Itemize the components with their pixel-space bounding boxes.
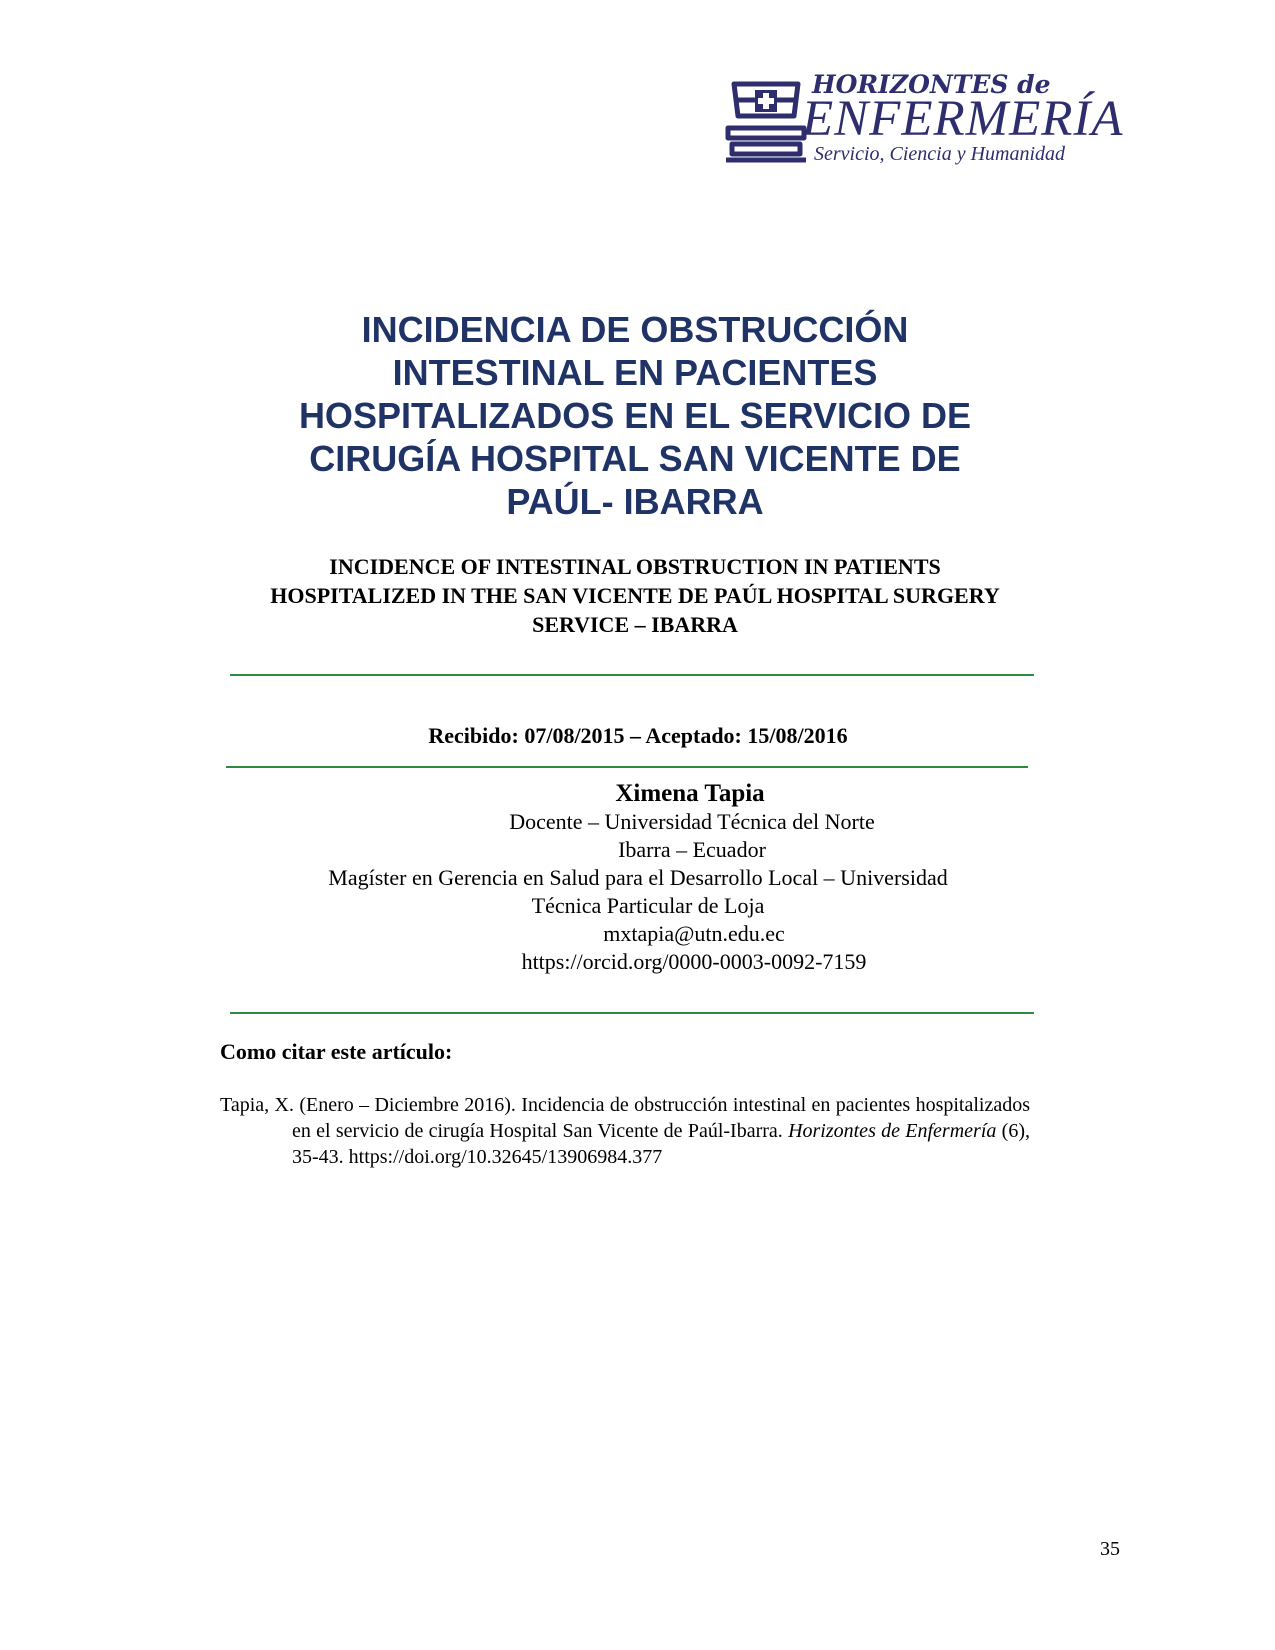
english-title [240, 552, 1030, 639]
logo-tagline: Servicio, Ciencia y Humanidad [814, 143, 1066, 165]
divider-middle [226, 766, 1028, 768]
article-title [240, 308, 1030, 523]
subtitle-line: SERVICE – IBARRA [532, 612, 738, 637]
citation-text-end: (6), 35-43. https://doi.org/10.32645/13906984.377 [292, 1120, 1030, 1168]
citation-text-start: Tapia, X. (Enero – Diciembre 2016). Incidencia de obstrucción intestinal en pacientes hospitalizados en el servicio de cirugía Hospital San Vicente de Paúl-Ibarra. [220, 1094, 1030, 1142]
title-line: CIRUGÍA HOSPITAL SAN VICENTE DE [309, 438, 961, 479]
logo-line2: ENFERMERÍA [802, 91, 1124, 147]
author-degree: Magíster en Gerencia en Salud para el Desarrollo Local – Universidad [328, 865, 948, 890]
author-name-text: Ximena Tapia [615, 780, 765, 807]
title-line: PAÚL- IBARRA [506, 481, 764, 522]
journal-logo [722, 70, 1122, 174]
page-number: 35 [1100, 1538, 1120, 1560]
title-line: INCIDENCIA DE OBSTRUCCIÓN [361, 309, 909, 350]
subtitle-line: HOSPITALIZED IN THE SAN VICENTE DE PAÚL HOSPITAL SURGERY [270, 583, 1000, 608]
logo-line1: HORIZONTES de [812, 70, 1051, 99]
author-degree-cont: Técnica Particular de Loja [531, 893, 765, 918]
received-accepted-dates: Recibido: 07/08/2015 – Aceptado: 15/08/2016 [428, 723, 848, 748]
author-email[interactable]: mxtapia@utn.edu.ec [603, 921, 785, 946]
author-name [228, 780, 1048, 808]
divider-top [230, 674, 1034, 676]
title-line: HOSPITALIZADOS EN EL SERVICIO DE [298, 395, 972, 436]
author-affiliation: Docente – Universidad Técnica del Norte [509, 809, 875, 834]
author-block [228, 780, 1048, 976]
nurse-cap-books-icon [722, 74, 810, 166]
divider-bottom [230, 1012, 1034, 1014]
citation-text [220, 1092, 1030, 1170]
citation-heading: Como citar este artículo: [220, 1039, 453, 1064]
author-orcid[interactable]: https://orcid.org/0000-0003-0092-7159 [521, 949, 867, 974]
citation-journal: Horizontes de Enfermería [788, 1120, 997, 1142]
subtitle-line: INCIDENCE OF INTESTINAL OBSTRUCTION IN PATIENTS [329, 554, 941, 579]
author-location: Ibarra – Ecuador [618, 837, 766, 862]
title-line: INTESTINAL EN PACIENTES [392, 352, 878, 393]
